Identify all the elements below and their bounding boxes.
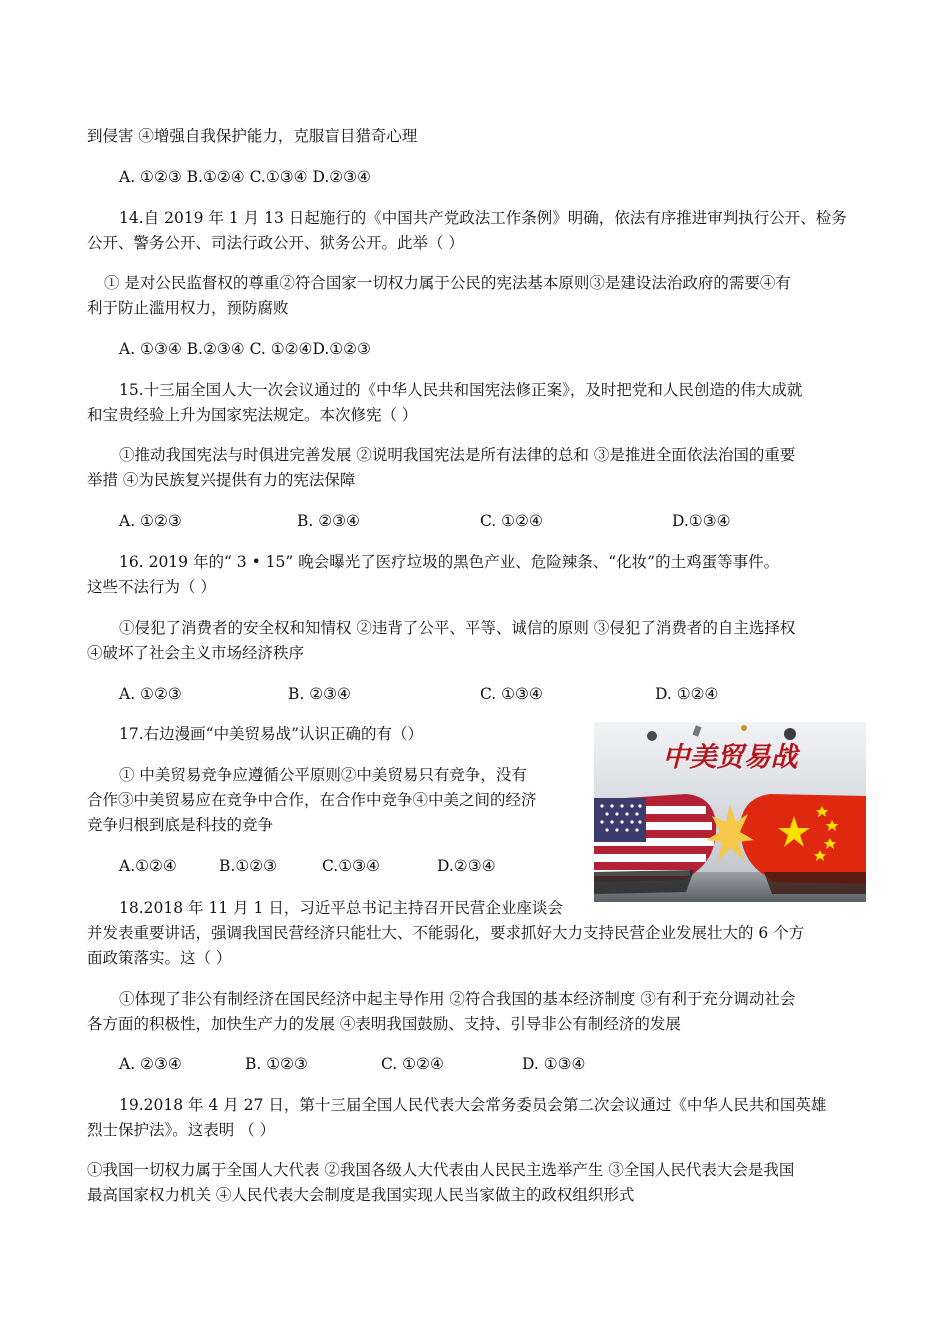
q16-option-b: B. ②③④ — [288, 685, 351, 703]
q18-stem-line3: 面政策落实。这（ ） — [87, 949, 232, 967]
q17-option-c: C.①③④ — [322, 857, 380, 875]
q17-items-line3: 竞争归根到底是科技的竞争 — [87, 816, 274, 834]
q18-option-a: A. ②③④ — [119, 1055, 182, 1073]
q15-stem-line1: 15.十三届全国人大一次会议通过的《中华人民共和国宪法修正案》，及时把党和人民创造的伟大成就 — [119, 381, 803, 399]
q15-option-a: A. ①②③ — [119, 512, 182, 530]
q19-stem-line2: 烈士保护法》。这表明 （ ） — [87, 1121, 276, 1139]
trade-war-cartoon — [594, 722, 866, 902]
q14-options: A. ①③④ B.②③④ C. ①②④D.①②③ — [119, 340, 371, 358]
q14-stem-line2: 公开、警务公开、司法行政公开、狱务公开。此举（ ） — [87, 234, 464, 252]
q18-option-c: C. ①②④ — [381, 1055, 444, 1073]
q18-option-d: D. ①③④ — [522, 1055, 586, 1073]
q19-stem-line1: 19.2018 年 4 月 27 日，第十三届全国人民代表大会常务委员会第二次会议通过《中华人民共和国英雄 — [119, 1096, 827, 1114]
q16-option-a: A. ①②③ — [119, 685, 182, 703]
q17-items-line2: 合作③中美贸易应在竞争中合作，在合作中竞争④中美之间的经济 — [87, 791, 537, 809]
q19-items-line1: ①我国一切权力属于全国人大代表 ②我国各级人大代表由人民民主选举产生 ③全国人民代表大会是我国 — [87, 1161, 795, 1179]
q15-items-line2: 举措 ④为民族复兴提供有力的宪法保障 — [87, 471, 356, 489]
q16-option-d: D. ①②④ — [655, 685, 719, 703]
q16-option-c: C. ①③④ — [480, 685, 543, 703]
q14-items-line1: ① 是对公民监督权的尊重②符合国家一切权力属于公民的宪法基本原则③是建设法治政府的需要④有 — [104, 274, 791, 292]
q15-items-line1: ①推动我国宪法与时俱进完善发展 ②说明我国宪法是所有法律的总和 ③是推进全面依法治国的重要 — [119, 446, 796, 464]
q16-stem-line1: 16. 2019 年的“ 3 • 15” 晚会曝光了医疗垃圾的黑色产业、危险辣条、“化妆”的土鸡蛋等事件。 — [119, 553, 780, 571]
q19-items-line2: 最高国家权力机关 ④人民代表大会制度是我国实现人民当家做主的政权组织形式 — [87, 1186, 635, 1204]
q16-items-line2: ④破坏了社会主义市场经济秩序 — [87, 644, 305, 662]
q15-option-c: C. ①②④ — [480, 512, 543, 530]
q17-option-b: B.①②③ — [219, 857, 278, 875]
q14-items-line2: 利于防止滥用权力，预防腐败 — [87, 299, 289, 317]
q18-items-line1: ①体现了非公有制经济在国民经济中起主导作用 ②符合我国的基本经济制度 ③有利于充分调动社会 — [119, 990, 796, 1008]
q13-continuation: 到侵害 ④增强自我保护能力，克服盲目猎奇心理 — [87, 127, 418, 145]
q16-options — [0, 683, 950, 705]
q17-option-d: D.②③④ — [437, 857, 496, 875]
q16-stem-line2: 这些不法行为（ ） — [87, 578, 216, 596]
q17-option-a: A.①②④ — [119, 857, 177, 875]
q15-option-b: B. ②③④ — [297, 512, 360, 530]
q18-stem-line2: 并发表重要讲话，强调我国民营经济只能壮大、不能弱化，要求抓好大力支持民营企业发展壮大的 6 个方 — [87, 924, 805, 942]
q17-options — [0, 855, 590, 877]
q15-options — [0, 510, 950, 532]
q17-stem: 17.右边漫画“中美贸易战”认识正确的有（） — [119, 725, 423, 743]
cartoon-title: 中美贸易战 — [662, 742, 798, 773]
q13-options: A. ①②③ B.①②④ C.①③④ D.②③④ — [119, 168, 371, 186]
q17-items-line1: ① 中美贸易竞争应遵循公平原则②中美贸易只有竞争，没有 — [119, 766, 527, 784]
q14-stem-line1: 14.自 2019 年 1 月 13 日起施行的《中国共产党政法工作条例》明确，依法有序推进审判执行公开、检务 — [119, 209, 847, 227]
q16-items-line1: ①侵犯了消费者的安全权和知情权 ②违背了公平、平等、诚信的原则 ③侵犯了消费者的自主选择权 — [119, 619, 796, 637]
q15-stem-line2: 和宝贵经验上升为国家宪法规定。本次修宪（ ） — [87, 406, 418, 424]
q18-stem-line1: 18.2018 年 11 月 1 日，习近平总书记主持召开民营企业座谈会 — [119, 899, 563, 917]
q18-option-b: B. ①②③ — [245, 1055, 308, 1073]
q18-options — [0, 1053, 950, 1075]
cartoon-illustration — [594, 722, 866, 902]
q15-option-d: D.①③④ — [672, 512, 731, 530]
q18-items-line2: 各方面的积极性，加快生产力的发展 ④表明我国鼓励、支持、引导非公有制经济的发展 — [87, 1015, 681, 1033]
